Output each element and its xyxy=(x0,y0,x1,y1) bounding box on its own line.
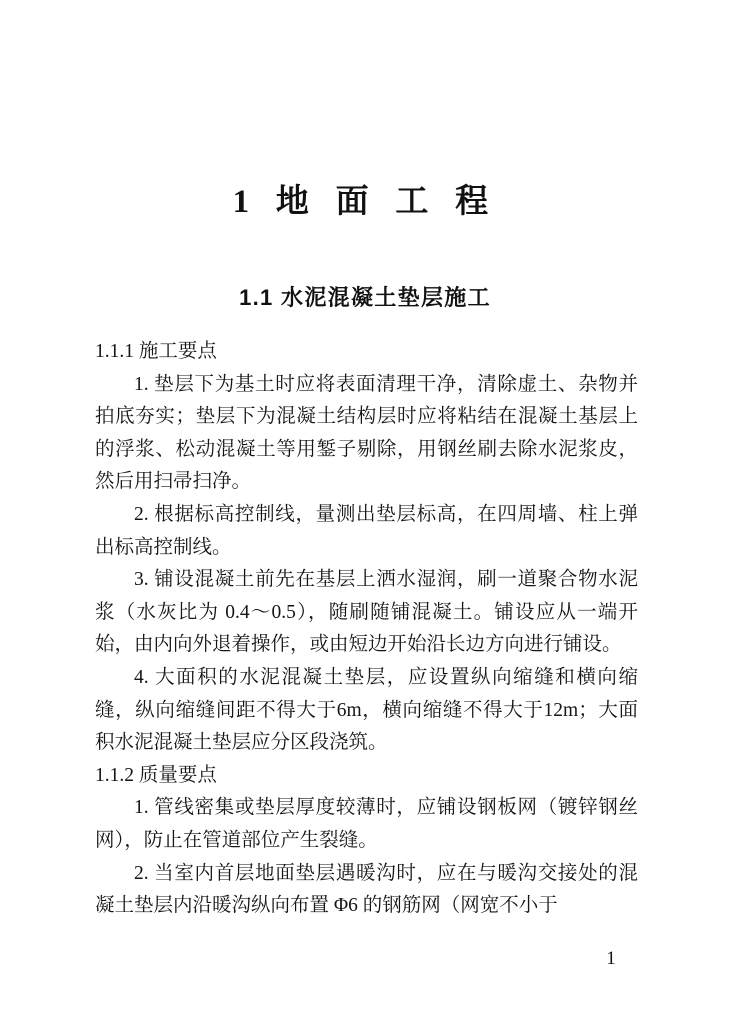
paragraph-construction-point-3: 3. 铺设混凝土前先在基层上洒水湿润，刷一道聚合物水泥浆（水灰比为 0.4～0.5），随刷随铺混凝土。铺设应从一端开始，由内向外退着操作，或由短边开始沿长边方向进行铺设。 xyxy=(95,569,638,656)
paragraph-construction-point-1: 1. 垫层下为基土时应将表面清理干净，清除虚土、杂物并拍底夯实；垫层下为混凝土结构层时应将粘结在混凝土基层上的浮浆、松动混凝土等用錾子剔除，用钢丝刷去除水泥浆皮，然后用扫帚扫净。 xyxy=(95,373,638,493)
paragraph-construction-point-2: 2. 根据标高控制线，量测出垫层标高，在四周墙、柱上弹出标高控制线。 xyxy=(95,503,638,558)
subsection-heading-1-1-1: 1.1.1 施工要点 xyxy=(95,341,217,362)
section-title: 1.1 水泥混凝土垫层施工 xyxy=(239,285,491,310)
body-text xyxy=(95,336,638,923)
paragraph-construction-point-4: 4. 大面积的水泥混凝土垫层，应设置纵向缩缝和横向缩缝，纵向缩缝间距不得大于6m，横向缩缝不得大于12m；大面积水泥混凝土垫层应分区段浇筑。 xyxy=(95,666,638,754)
subsection-heading-1-1-2: 1.1.2 质量要点 xyxy=(95,764,217,786)
paragraph-quality-point-2: 2. 当室内首层地面垫层遇暖沟时，应在与暖沟交接处的混凝土垫层内沿暖沟纵向布置 Φ6 的钢筋网（网宽不小于 xyxy=(95,862,638,917)
page-number: 1 xyxy=(606,948,616,969)
paragraph-quality-point-1: 1. 管线密集或垫层厚度较薄时，应铺设钢板网（镀锌钢丝网），防止在管道部位产生裂缝。 xyxy=(95,797,638,851)
chapter-title: 1 地 面 工 程 xyxy=(232,184,498,220)
